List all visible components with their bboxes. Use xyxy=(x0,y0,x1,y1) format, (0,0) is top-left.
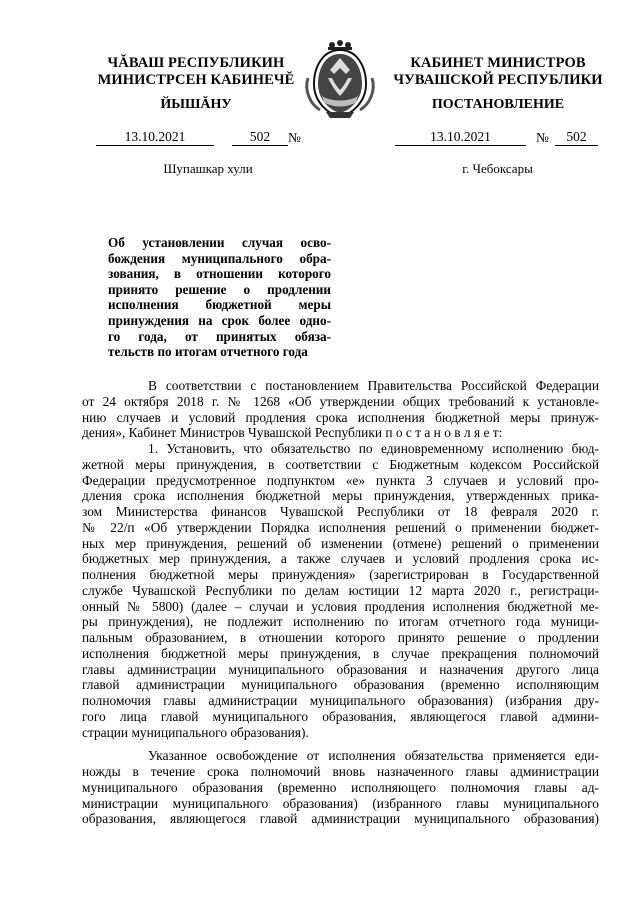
right-org-header xyxy=(378,55,618,88)
left-doc-type: ЙЫШĂНУ xyxy=(160,97,232,112)
title-line: тельств по итогам отчетного года xyxy=(108,344,308,360)
left-registration-line xyxy=(96,130,320,146)
text-line: бюджетных мер принуждения, а также случаев и условий продления срока ис- xyxy=(82,551,599,567)
title-line: исполнения бюджетной меры xyxy=(108,297,331,313)
left-number: 502 xyxy=(232,130,288,146)
text-line: В соответствии с постановлением Правительства Российской Федерации xyxy=(148,378,599,393)
text-line: ры принуждения), не подлежит исполнению по итогам отчетного года муници- xyxy=(82,614,599,630)
text-line: пальным образованием, в отношении которого принято решение о продлении xyxy=(82,630,599,645)
left-number-sign: № xyxy=(288,130,301,145)
text-line: образования, являющегося главой администрации муниципального образования) xyxy=(82,811,599,827)
right-org-line-2: ЧУВАШСКОЙ РЕСПУБЛИКИ xyxy=(393,71,603,88)
text-line: полнения бюджетной меры принуждения» (зарегистрирован в Государственной xyxy=(82,567,599,582)
paragraph-preamble xyxy=(82,378,599,441)
text-line: зом Министерства финансов Чувашской Республики от 18 февраля 2020 г. xyxy=(82,504,599,519)
right-doc-type: ПОСТАНОВЛЕНИЕ xyxy=(431,97,565,112)
title-line: принуждения на срок более одно- xyxy=(108,312,331,328)
text-line: службе Чувашской Республики по делам юстиции 12 марта 2020 г., регистраци- xyxy=(82,582,599,598)
title-line: зования, в отношении которого xyxy=(108,266,331,282)
title-line: принято решение о продлении xyxy=(108,281,331,297)
paragraph-item-1 xyxy=(82,441,599,740)
text-line: № 22/п «Об утверждении Порядка исполнения решений о применении бюджет- xyxy=(82,519,599,535)
left-org-line-1: ЧĂВАШ РЕСПУБЛИКИН xyxy=(107,55,285,71)
text-line: от 24 октября 2018 г. № 1268 «Об утверждении общих требований к установле- xyxy=(82,393,599,409)
text-line: главы администрации муниципального образования и назначения другого лица xyxy=(82,661,599,677)
text-line: Указанное освобождение от исполнения обязательства применяется еди- xyxy=(148,748,599,764)
right-place: г. Чебоксары xyxy=(462,161,533,176)
document-title xyxy=(108,235,331,360)
document-body xyxy=(82,378,599,827)
title-line: Об установлении случая осво- xyxy=(108,235,331,250)
text-line: Федерации предусмотренное подпунктом «е» пункта 3 случаев и условий про- xyxy=(82,472,599,488)
text-line: ных мер принуждения, решений об изменении (отмене) решений о применении xyxy=(82,535,599,551)
text-line: главой администрации муниципального образования (временно исполняющим xyxy=(82,677,599,693)
text-line: исполнения бюджетной меры принуждения, в случае прекращения полномочий xyxy=(82,645,599,661)
emblem-icon xyxy=(302,38,378,120)
text-line: ножды в течение срока полномочий вновь назначенного главы администрации xyxy=(82,764,599,779)
title-line: го года, от принятых обяза- xyxy=(108,328,331,344)
left-date: 13.10.2021 xyxy=(96,130,214,146)
text-line: дения», Кабинет Министров Чувашской Республики п о с т а н о в л я е т: xyxy=(82,425,503,441)
paragraph-clarification xyxy=(82,748,599,827)
text-line: полномочия главы администрации муниципального образования) (избрания дру- xyxy=(82,693,599,708)
left-org-line-2: МИНИСТРСЕН КАБИНЕЧĔ xyxy=(97,71,295,88)
text-line: министрации муниципального образования) (избранного главы муниципального xyxy=(82,795,599,811)
text-line: дления срока исполнения бюджетной меры принуждения, утвержденных прика- xyxy=(82,488,599,504)
text-line: жетной меры принуждения, в соответствии с Бюджетным кодексом Российской xyxy=(82,456,599,472)
title-line: бождения муниципального обра- xyxy=(108,250,331,266)
left-place: Шупашкар хули xyxy=(163,161,253,176)
right-registration-line xyxy=(395,130,600,146)
text-line: страции муниципального образования). xyxy=(82,724,309,740)
text-line: нию случаев и условий продления срока исполнения бюджетной меры принуж- xyxy=(82,409,599,425)
right-number: 502 xyxy=(555,130,598,146)
right-number-sign: № xyxy=(536,130,549,145)
right-date: 13.10.2021 xyxy=(395,130,526,146)
coat-of-arms-emblem xyxy=(302,38,378,120)
left-org-header xyxy=(80,55,312,88)
text-line: гого лица главой муниципального образования, являющегося главой админи- xyxy=(82,708,599,724)
text-line: 1. Установить, что обязательство по единовременному исполнению бюд- xyxy=(148,441,599,456)
text-line: муниципального образования (временно исполняющего полномочия главы ад- xyxy=(82,779,599,795)
text-line: онный № 5800) (далее – случаи и условия продления исполнения бюджетной ме- xyxy=(82,598,599,614)
right-org-line-1: КАБИНЕТ МИНИСТРОВ xyxy=(410,55,586,71)
